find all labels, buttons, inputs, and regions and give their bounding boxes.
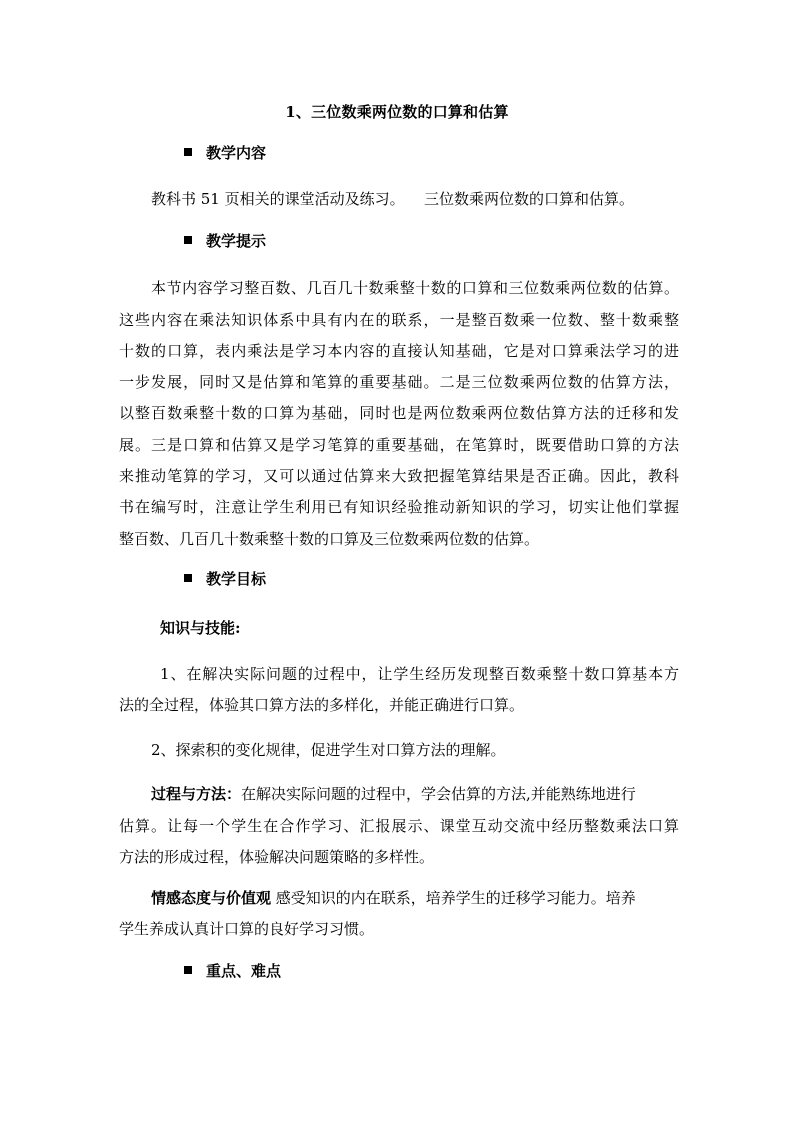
process-method-line-2: 估算。让每一个学生在合作学习、汇报展示、课堂互动交流中经历整数乘法口算 [119, 817, 679, 835]
section-heading-label: 重点、难点 [206, 961, 282, 980]
square-bullet-icon [184, 574, 192, 582]
content-text-a: 教科书 51 页相关的课堂活动及练习。 [151, 190, 405, 208]
knowledge-item-1-line-2: 法的全过程，体验其口算方法的多样化，并能正确进行口算。 [119, 696, 525, 714]
section-heading-label: 教学内容 [206, 143, 267, 162]
tips-paragraph-line: 以整百数乘整十数的口算为基础，同时也是两位数乘两位数估算方法的迁移和发 [119, 404, 679, 422]
section-heading-goals [184, 567, 266, 589]
knowledge-skills-label: 知识与技能: [160, 619, 241, 637]
knowledge-item-1-line-1: 1、在解决实际问题的过程中，让学生经历发现整百数乘整十数口算基本方 [160, 665, 679, 683]
process-method-label: 过程与方法： [151, 785, 242, 803]
emotion-values-line-1 [151, 887, 636, 909]
tips-paragraph-line: 展。三是口算和估算又是学习笔算的重要基础，在笔算时，既要借助口算的方法 [119, 436, 679, 454]
document-title: 1、三位数乘两位数的口算和估算 [285, 103, 509, 121]
section-heading-label: 教学目标 [206, 569, 267, 588]
tips-paragraph-line: 十数的口算，表内乘法是学习本内容的直接认知基础，它是对口算乘法学习的进 [119, 342, 679, 360]
tips-paragraph-line: 书在编写时，注意让学生利用已有知识经验推动新知识的学习，切实让他们掌握 [119, 498, 679, 516]
tips-paragraph-line: 本节内容学习整百数、几百几十数乘整十数的口算和三位数乘两位数的估算。 [151, 279, 679, 297]
section-heading-tips [184, 229, 266, 251]
section-heading-key-points [184, 959, 281, 981]
tips-paragraph-line: 这些内容在乘法知识体系中具有内在的联系，一是整百数乘一位数、整十数乘整 [119, 311, 679, 329]
process-method-line-1 [151, 783, 636, 805]
tips-paragraph-line: 一步发展，同时又是估算和笔算的重要基础。二是三位数乘两位数的估算方法， [119, 373, 679, 391]
emotion-values-text: 感受知识的内在联系，培养学生的迁移学习能力。培养 [271, 889, 636, 907]
process-method-text: 在解决实际问题的过程中，学会估算的方法,并能熟练地进行 [241, 785, 636, 803]
square-bullet-icon [184, 148, 192, 156]
emotion-values-label: 情感态度与价值观 [151, 889, 272, 907]
square-bullet-icon [184, 236, 192, 244]
emotion-values-line-2: 学生养成认真计口算的良好学习习惯。 [119, 920, 375, 938]
tips-paragraph-line: 来推动笔算的学习，又可以通过估算来大致把握笔算结果是否正确。因此，教科 [119, 467, 679, 485]
content-text-b: 三位数乘两位数的口算和估算。 [424, 190, 635, 208]
tips-paragraph-line: 整百数、几百几十数乘整十数的口算及三位数乘两位数的估算。 [119, 530, 540, 548]
square-bullet-icon [184, 966, 192, 974]
knowledge-item-2: 2、探索积的变化规律，促进学生对口算方法的理解。 [151, 741, 506, 759]
process-method-line-3: 方法的形成过程，体验解决问题策略的多样性。 [119, 848, 435, 866]
section-heading-content [184, 141, 266, 163]
section-heading-label: 教学提示 [206, 231, 267, 250]
